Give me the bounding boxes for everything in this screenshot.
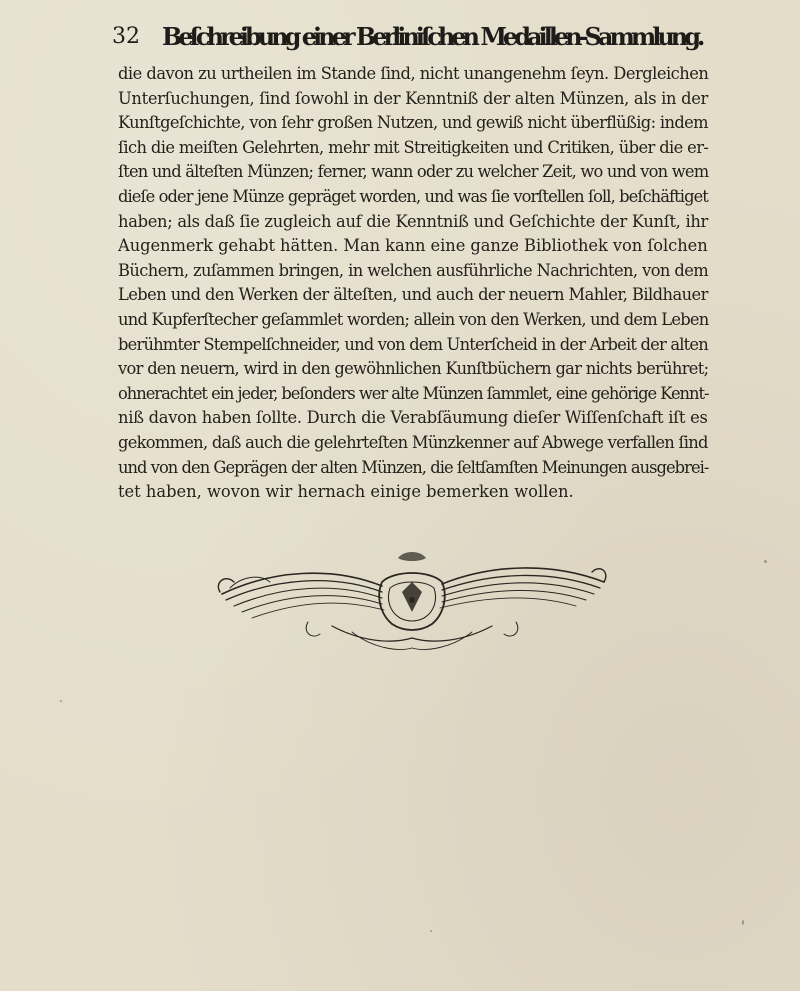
- text-line: und Kupferſtecher geſammlet worden; allein von den Werken, und dem Leben: [118, 309, 709, 329]
- text-line: Kunſtgeſchichte, von ſehr großen Nutzen, und gewiß nicht überflüßig: indem: [118, 113, 708, 133]
- paper-speck: [60, 700, 62, 702]
- paper-speck: [764, 560, 767, 563]
- body-text: [118, 62, 708, 505]
- text-line: Büchern, zuſammen bringen, in welchen ausführliche Nachrichten, von dem: [118, 260, 709, 280]
- paper-speck: [430, 930, 432, 932]
- running-head: Beſchreibung einer Berliniſchen Medaillen-Sammlung.: [162, 22, 702, 51]
- page-header: [112, 22, 712, 56]
- text-line: berühmter Stempelſchneider, und von dem Unterſcheid in der Arbeit der alten: [118, 334, 708, 354]
- page-number: 32: [112, 24, 140, 49]
- text-line: Leben und den Werken der älteſten, und auch der neuern Mahler, Bildhauer: [118, 285, 708, 305]
- text-line: die davon zu urtheilen im Stande ſind, nicht unangenehm ſeyn. Dergleichen: [118, 64, 709, 83]
- paper-speck: [742, 920, 744, 925]
- text-line: tet haben, wovon wir hernach einige bemerken wollen.: [118, 482, 574, 502]
- text-line: niß davon haben ſollte. Durch die Verabſäumung dieſer Wiſſenſchaft iſt es: [118, 408, 708, 428]
- text-line: vor den neuern, wird in den gewöhnlichen Kunſtbüchern gar nichts berühret;: [118, 359, 709, 379]
- text-line: dieſe oder jene Münze gepräget worden, und was ſie vorſtellen ſoll, beſchäftiget: [118, 186, 708, 206]
- tailpiece-vignette: [212, 552, 612, 657]
- text-line: ohnerachtet ein jeder, beſonders wer alte Münzen ſammlet, eine gehörige Kennt-: [118, 383, 709, 403]
- text-line: und von den Geprägen der alten Münzen, die ſeltſamſten Meinungen ausgebrei-: [118, 457, 709, 477]
- text-line: Unterſuchungen, ſind ſowohl in der Kenntniß der alten Münzen, als in der: [118, 88, 709, 108]
- text-line: ſten und älteſten Münzen; ferner, wann oder zu welcher Zeit, wo und von wem: [118, 162, 709, 182]
- text-line: Augenmerk gehabt hätten. Man kann eine ganze Bibliothek von ſolchen: [118, 236, 708, 256]
- text-line: haben; als daß ſie zugleich auf die Kenntniß und Geſchichte der Kunſt, ihr: [118, 211, 709, 231]
- text-line: ſich die meiſten Gelehrten, mehr mit Streitigkeiten und Critiken, über die er-: [118, 137, 709, 157]
- text-line: gekommen, daß auch die gelehrteſten Münzkenner auf Abwege verfallen ſind: [118, 432, 708, 452]
